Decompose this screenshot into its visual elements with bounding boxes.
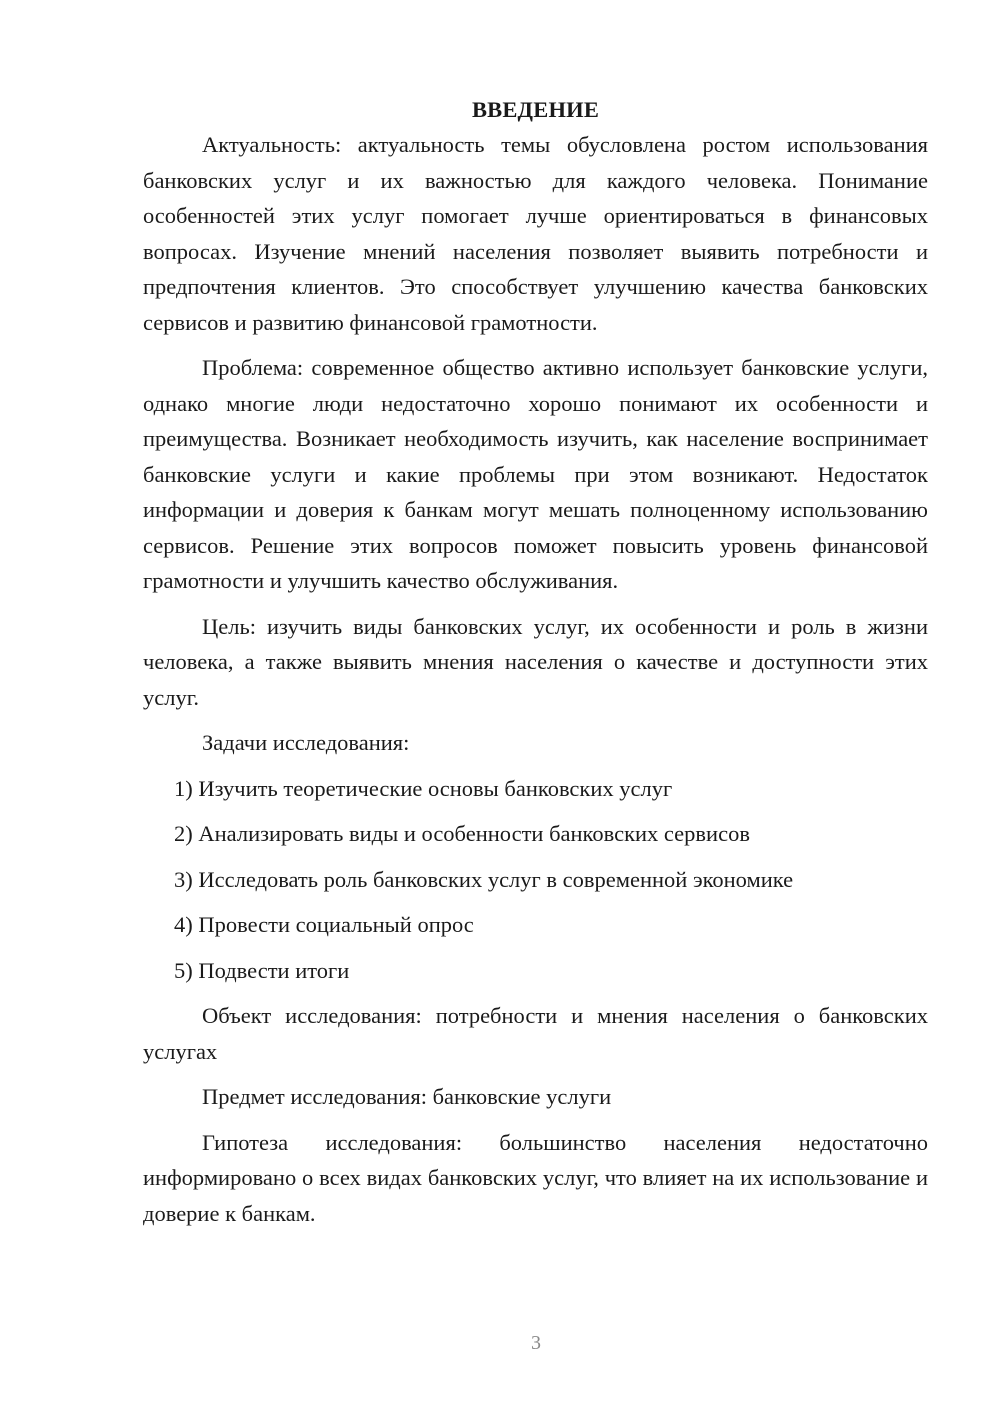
tasks-heading: Задачи исследования: [202, 730, 410, 755]
goal-paragraph: Цель: изучить виды банковских услуг, их особенности и роль в жизни человека, а также выявить мнения населения о качестве и доступности этих услуг. [143, 613, 928, 710]
page-number: 3 [531, 1332, 541, 1354]
relevance-paragraph: Актуальность: актуальность темы обусловлена ростом использования банковских услуг и их важностью для каждого человека. Понимание особенностей этих услуг помогает лучше ориентироваться в финансовых вопросах. Изучение мнений населения позволяет выявить потребности и предпочтения клиентов. Это способствует улучшению качества банковских сервисов и развитию финансовой грамотности. [143, 132, 928, 335]
hypothesis-paragraph: Гипотеза исследования: большинство населения недостаточно информировано о всех видах банковских услуг, что влияет на их использование и доверие к банкам. [143, 1129, 928, 1226]
task-item: 4) Провести социальный опрос [174, 912, 474, 937]
task-item: 1) Изучить теоретические основы банковских услуг [174, 775, 673, 801]
task-item: 2) Анализировать виды и особенности банковских сервисов [174, 821, 750, 846]
subject-paragraph: Предмет исследования: банковские услуги [202, 1084, 612, 1109]
document-body [143, 92, 928, 1241]
task-item: 5) Подвести итоги [174, 957, 350, 983]
section-heading: ВВЕДЕНИЕ [471, 97, 600, 122]
task-item: 3) Исследовать роль банковских услуг в современной экономике [174, 866, 794, 892]
object-paragraph: Объект исследования: потребности и мнения населения о банковских услугах [143, 1003, 928, 1064]
tasks-list [143, 771, 928, 989]
problem-paragraph: Проблема: современное общество активно использует банковские услуги, однако многие люди недостаточно хорошо понимают их особенности и преимущества. Возникает необходимость изучить, как население воспринимает банковские услуги и какие проблемы при этом возникают. Недостаток информации и доверия к банкам могут мешать полноценному использованию сервисов. Решение этих вопросов поможет повысить уровень финансовой грамотности и улучшить качество обслуживания. [143, 355, 928, 593]
